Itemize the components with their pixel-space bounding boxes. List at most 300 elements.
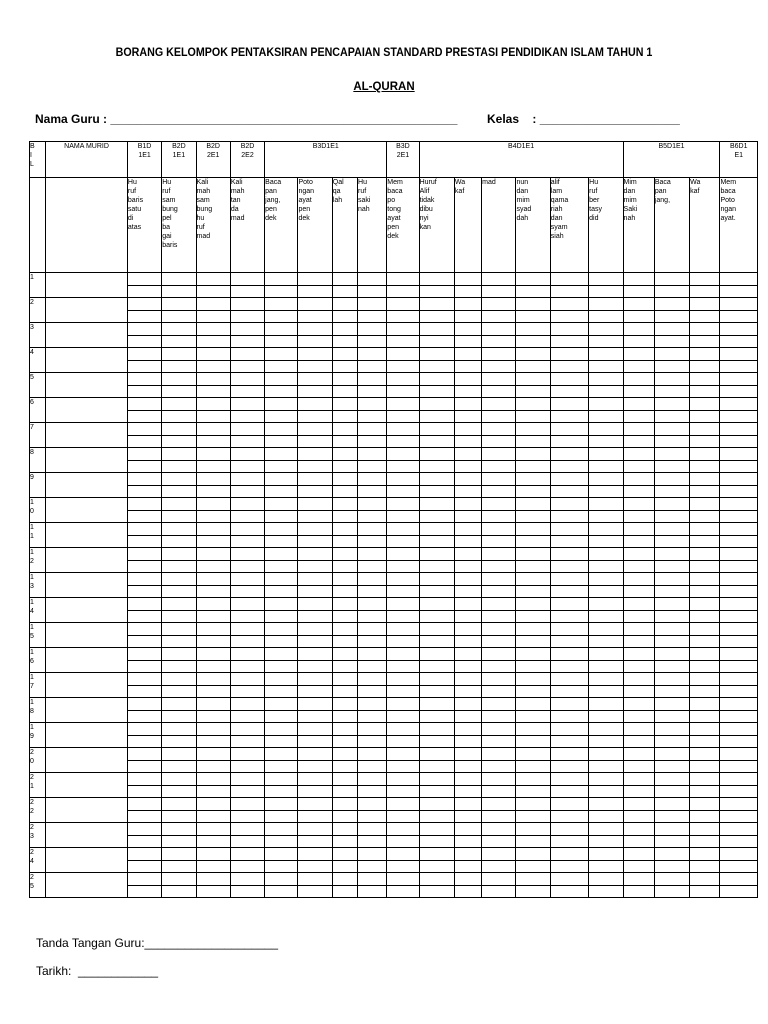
score-cell[interactable] [720, 273, 758, 286]
score-cell[interactable] [419, 823, 454, 836]
score-cell[interactable] [419, 885, 454, 898]
score-cell[interactable] [230, 410, 264, 423]
score-cell[interactable] [196, 335, 230, 348]
score-cell[interactable] [623, 398, 654, 411]
score-cell[interactable] [196, 623, 230, 636]
score-cell[interactable] [550, 510, 588, 523]
score-cell[interactable] [358, 510, 387, 523]
score-cell[interactable] [298, 498, 332, 511]
score-cell[interactable] [332, 735, 357, 748]
score-cell[interactable] [550, 848, 588, 861]
score-cell[interactable] [387, 298, 419, 311]
score-cell[interactable] [690, 635, 720, 648]
score-cell[interactable] [387, 623, 419, 636]
score-cell[interactable] [387, 760, 419, 773]
score-cell[interactable] [482, 810, 516, 823]
score-cell[interactable] [162, 460, 196, 473]
score-cell[interactable] [358, 873, 387, 886]
score-cell[interactable] [623, 510, 654, 523]
score-cell[interactable] [589, 435, 623, 448]
score-cell[interactable] [589, 823, 623, 836]
score-cell[interactable] [589, 448, 623, 461]
score-cell[interactable] [623, 498, 654, 511]
score-cell[interactable] [265, 398, 298, 411]
score-cell[interactable] [298, 760, 332, 773]
score-cell[interactable] [265, 885, 298, 898]
score-cell[interactable] [127, 473, 161, 486]
score-cell[interactable] [482, 323, 516, 336]
score-cell[interactable] [419, 723, 454, 736]
student-name-cell[interactable] [46, 348, 128, 373]
score-cell[interactable] [127, 598, 161, 611]
score-cell[interactable] [589, 285, 623, 298]
student-name-cell[interactable] [46, 598, 128, 623]
score-cell[interactable] [720, 860, 758, 873]
score-cell[interactable] [550, 760, 588, 773]
score-cell[interactable] [332, 610, 357, 623]
score-cell[interactable] [454, 685, 481, 698]
score-cell[interactable] [654, 360, 689, 373]
score-cell[interactable] [720, 310, 758, 323]
score-cell[interactable] [265, 323, 298, 336]
score-cell[interactable] [265, 585, 298, 598]
score-cell[interactable] [127, 310, 161, 323]
score-cell[interactable] [654, 648, 689, 661]
score-cell[interactable] [162, 598, 196, 611]
score-cell[interactable] [516, 698, 550, 711]
score-cell[interactable] [127, 573, 161, 586]
score-cell[interactable] [720, 323, 758, 336]
score-cell[interactable] [419, 685, 454, 698]
score-cell[interactable] [230, 335, 264, 348]
score-cell[interactable] [387, 648, 419, 661]
score-cell[interactable] [454, 798, 481, 811]
score-cell[interactable] [230, 585, 264, 598]
score-cell[interactable] [482, 298, 516, 311]
score-cell[interactable] [332, 835, 357, 848]
score-cell[interactable] [589, 610, 623, 623]
score-cell[interactable] [298, 860, 332, 873]
score-cell[interactable] [482, 635, 516, 648]
score-cell[interactable] [298, 373, 332, 386]
score-cell[interactable] [419, 810, 454, 823]
score-cell[interactable] [516, 473, 550, 486]
score-cell[interactable] [265, 460, 298, 473]
score-cell[interactable] [265, 873, 298, 886]
score-cell[interactable] [358, 648, 387, 661]
score-cell[interactable] [482, 573, 516, 586]
score-cell[interactable] [550, 810, 588, 823]
score-cell[interactable] [589, 298, 623, 311]
score-cell[interactable] [265, 835, 298, 848]
score-cell[interactable] [516, 373, 550, 386]
score-cell[interactable] [196, 760, 230, 773]
score-cell[interactable] [516, 748, 550, 761]
score-cell[interactable] [550, 573, 588, 586]
score-cell[interactable] [298, 648, 332, 661]
score-cell[interactable] [516, 423, 550, 436]
score-cell[interactable] [516, 660, 550, 673]
score-cell[interactable] [127, 585, 161, 598]
score-cell[interactable] [387, 460, 419, 473]
score-cell[interactable] [419, 548, 454, 561]
score-cell[interactable] [623, 835, 654, 848]
score-cell[interactable] [298, 385, 332, 398]
score-cell[interactable] [419, 673, 454, 686]
score-cell[interactable] [454, 585, 481, 598]
score-cell[interactable] [162, 773, 196, 786]
score-cell[interactable] [623, 298, 654, 311]
score-cell[interactable] [387, 610, 419, 623]
score-cell[interactable] [720, 598, 758, 611]
score-cell[interactable] [230, 685, 264, 698]
score-cell[interactable] [298, 510, 332, 523]
score-cell[interactable] [623, 548, 654, 561]
score-cell[interactable] [623, 560, 654, 573]
score-cell[interactable] [623, 485, 654, 498]
score-cell[interactable] [162, 485, 196, 498]
score-cell[interactable] [482, 598, 516, 611]
score-cell[interactable] [265, 623, 298, 636]
score-cell[interactable] [654, 373, 689, 386]
score-cell[interactable] [230, 460, 264, 473]
score-cell[interactable] [162, 360, 196, 373]
score-cell[interactable] [419, 585, 454, 598]
score-cell[interactable] [550, 673, 588, 686]
score-cell[interactable] [690, 385, 720, 398]
score-cell[interactable] [387, 273, 419, 286]
score-cell[interactable] [127, 885, 161, 898]
score-cell[interactable] [358, 610, 387, 623]
score-cell[interactable] [550, 798, 588, 811]
score-cell[interactable] [454, 748, 481, 761]
score-cell[interactable] [265, 685, 298, 698]
score-cell[interactable] [162, 810, 196, 823]
score-cell[interactable] [265, 473, 298, 486]
score-cell[interactable] [265, 348, 298, 361]
score-cell[interactable] [298, 548, 332, 561]
score-cell[interactable] [162, 510, 196, 523]
score-cell[interactable] [419, 398, 454, 411]
score-cell[interactable] [162, 710, 196, 723]
score-cell[interactable] [419, 635, 454, 648]
score-cell[interactable] [550, 273, 588, 286]
score-cell[interactable] [482, 360, 516, 373]
score-cell[interactable] [127, 335, 161, 348]
score-cell[interactable] [690, 410, 720, 423]
score-cell[interactable] [162, 310, 196, 323]
student-name-cell[interactable] [46, 723, 128, 748]
score-cell[interactable] [654, 660, 689, 673]
score-cell[interactable] [454, 298, 481, 311]
score-cell[interactable] [419, 473, 454, 486]
score-cell[interactable] [690, 835, 720, 848]
score-cell[interactable] [196, 885, 230, 898]
score-cell[interactable] [589, 885, 623, 898]
score-cell[interactable] [419, 573, 454, 586]
score-cell[interactable] [690, 885, 720, 898]
score-cell[interactable] [127, 673, 161, 686]
score-cell[interactable] [516, 310, 550, 323]
score-cell[interactable] [482, 698, 516, 711]
score-cell[interactable] [454, 823, 481, 836]
score-cell[interactable] [482, 535, 516, 548]
score-cell[interactable] [690, 298, 720, 311]
score-cell[interactable] [589, 873, 623, 886]
score-cell[interactable] [127, 348, 161, 361]
score-cell[interactable] [550, 785, 588, 798]
score-cell[interactable] [589, 598, 623, 611]
student-name-cell[interactable] [46, 398, 128, 423]
score-cell[interactable] [550, 735, 588, 748]
score-cell[interactable] [516, 273, 550, 286]
score-cell[interactable] [230, 385, 264, 398]
score-cell[interactable] [298, 885, 332, 898]
score-cell[interactable] [720, 698, 758, 711]
score-cell[interactable] [550, 873, 588, 886]
score-cell[interactable] [720, 748, 758, 761]
score-cell[interactable] [387, 323, 419, 336]
score-cell[interactable] [589, 585, 623, 598]
score-cell[interactable] [690, 460, 720, 473]
score-cell[interactable] [358, 473, 387, 486]
student-name-cell[interactable] [46, 648, 128, 673]
score-cell[interactable] [654, 485, 689, 498]
score-cell[interactable] [654, 410, 689, 423]
score-cell[interactable] [654, 498, 689, 511]
score-cell[interactable] [720, 348, 758, 361]
score-cell[interactable] [358, 823, 387, 836]
score-cell[interactable] [162, 523, 196, 536]
score-cell[interactable] [298, 698, 332, 711]
score-cell[interactable] [358, 623, 387, 636]
student-name-cell[interactable] [46, 698, 128, 723]
score-cell[interactable] [127, 760, 161, 773]
score-cell[interactable] [419, 873, 454, 886]
score-cell[interactable] [654, 548, 689, 561]
score-cell[interactable] [589, 485, 623, 498]
score-cell[interactable] [482, 660, 516, 673]
score-cell[interactable] [265, 748, 298, 761]
score-cell[interactable] [419, 698, 454, 711]
student-name-cell[interactable] [46, 323, 128, 348]
score-cell[interactable] [589, 635, 623, 648]
score-cell[interactable] [387, 710, 419, 723]
score-cell[interactable] [332, 498, 357, 511]
score-cell[interactable] [419, 298, 454, 311]
score-cell[interactable] [127, 823, 161, 836]
score-cell[interactable] [127, 848, 161, 861]
score-cell[interactable] [654, 423, 689, 436]
score-cell[interactable] [332, 760, 357, 773]
score-cell[interactable] [265, 723, 298, 736]
score-cell[interactable] [387, 785, 419, 798]
score-cell[interactable] [230, 535, 264, 548]
score-cell[interactable] [550, 423, 588, 436]
score-cell[interactable] [358, 523, 387, 536]
score-cell[interactable] [230, 723, 264, 736]
score-cell[interactable] [454, 723, 481, 736]
score-cell[interactable] [454, 835, 481, 848]
score-cell[interactable] [690, 785, 720, 798]
score-cell[interactable] [419, 623, 454, 636]
score-cell[interactable] [516, 348, 550, 361]
score-cell[interactable] [127, 448, 161, 461]
score-cell[interactable] [387, 348, 419, 361]
score-cell[interactable] [298, 623, 332, 636]
score-cell[interactable] [387, 385, 419, 398]
student-name-cell[interactable] [46, 448, 128, 473]
score-cell[interactable] [127, 485, 161, 498]
score-cell[interactable] [162, 860, 196, 873]
score-cell[interactable] [623, 748, 654, 761]
score-cell[interactable] [454, 410, 481, 423]
score-cell[interactable] [454, 873, 481, 886]
score-cell[interactable] [358, 735, 387, 748]
score-cell[interactable] [720, 760, 758, 773]
score-cell[interactable] [482, 623, 516, 636]
score-cell[interactable] [482, 648, 516, 661]
score-cell[interactable] [358, 573, 387, 586]
score-cell[interactable] [690, 448, 720, 461]
score-cell[interactable] [298, 873, 332, 886]
score-cell[interactable] [358, 848, 387, 861]
score-cell[interactable] [298, 685, 332, 698]
score-cell[interactable] [720, 548, 758, 561]
student-name-cell[interactable] [46, 873, 128, 898]
score-cell[interactable] [230, 873, 264, 886]
score-cell[interactable] [298, 423, 332, 436]
score-cell[interactable] [516, 498, 550, 511]
score-cell[interactable] [516, 448, 550, 461]
score-cell[interactable] [358, 710, 387, 723]
score-cell[interactable] [196, 423, 230, 436]
student-name-cell[interactable] [46, 473, 128, 498]
score-cell[interactable] [298, 710, 332, 723]
score-cell[interactable] [654, 610, 689, 623]
score-cell[interactable] [196, 548, 230, 561]
score-cell[interactable] [332, 298, 357, 311]
score-cell[interactable] [387, 848, 419, 861]
score-cell[interactable] [196, 310, 230, 323]
score-cell[interactable] [196, 598, 230, 611]
score-cell[interactable] [690, 598, 720, 611]
score-cell[interactable] [720, 373, 758, 386]
score-cell[interactable] [298, 285, 332, 298]
score-cell[interactable] [654, 885, 689, 898]
score-cell[interactable] [720, 810, 758, 823]
score-cell[interactable] [516, 723, 550, 736]
score-cell[interactable] [623, 798, 654, 811]
score-cell[interactable] [720, 635, 758, 648]
score-cell[interactable] [454, 423, 481, 436]
score-cell[interactable] [654, 748, 689, 761]
score-cell[interactable] [690, 398, 720, 411]
score-cell[interactable] [162, 298, 196, 311]
score-cell[interactable] [298, 773, 332, 786]
score-cell[interactable] [387, 798, 419, 811]
score-cell[interactable] [720, 573, 758, 586]
score-cell[interactable] [690, 573, 720, 586]
score-cell[interactable] [482, 510, 516, 523]
score-cell[interactable] [550, 835, 588, 848]
score-cell[interactable] [454, 473, 481, 486]
score-cell[interactable] [623, 473, 654, 486]
score-cell[interactable] [358, 348, 387, 361]
score-cell[interactable] [127, 560, 161, 573]
score-cell[interactable] [550, 860, 588, 873]
student-name-cell[interactable] [46, 423, 128, 448]
score-cell[interactable] [127, 523, 161, 536]
score-cell[interactable] [482, 423, 516, 436]
score-cell[interactable] [358, 798, 387, 811]
score-cell[interactable] [265, 785, 298, 798]
score-cell[interactable] [654, 598, 689, 611]
score-cell[interactable] [516, 285, 550, 298]
student-name-cell[interactable] [46, 498, 128, 523]
score-cell[interactable] [162, 323, 196, 336]
score-cell[interactable] [387, 560, 419, 573]
score-cell[interactable] [454, 735, 481, 748]
score-cell[interactable] [358, 535, 387, 548]
score-cell[interactable] [387, 510, 419, 523]
score-cell[interactable] [454, 385, 481, 398]
score-cell[interactable] [162, 410, 196, 423]
score-cell[interactable] [196, 723, 230, 736]
score-cell[interactable] [589, 835, 623, 848]
score-cell[interactable] [298, 798, 332, 811]
score-cell[interactable] [298, 348, 332, 361]
score-cell[interactable] [623, 873, 654, 886]
score-cell[interactable] [332, 773, 357, 786]
score-cell[interactable] [654, 698, 689, 711]
score-cell[interactable] [298, 298, 332, 311]
score-cell[interactable] [230, 298, 264, 311]
score-cell[interactable] [623, 285, 654, 298]
score-cell[interactable] [230, 735, 264, 748]
score-cell[interactable] [654, 835, 689, 848]
score-cell[interactable] [196, 473, 230, 486]
score-cell[interactable] [482, 285, 516, 298]
score-cell[interactable] [589, 460, 623, 473]
score-cell[interactable] [298, 635, 332, 648]
score-cell[interactable] [690, 585, 720, 598]
score-cell[interactable] [162, 660, 196, 673]
score-cell[interactable] [332, 723, 357, 736]
score-cell[interactable] [482, 448, 516, 461]
score-cell[interactable] [623, 423, 654, 436]
score-cell[interactable] [127, 648, 161, 661]
score-cell[interactable] [419, 735, 454, 748]
score-cell[interactable] [127, 373, 161, 386]
score-cell[interactable] [358, 860, 387, 873]
score-cell[interactable] [419, 510, 454, 523]
score-cell[interactable] [419, 560, 454, 573]
score-cell[interactable] [196, 823, 230, 836]
score-cell[interactable] [298, 410, 332, 423]
score-cell[interactable] [230, 848, 264, 861]
score-cell[interactable] [589, 498, 623, 511]
score-cell[interactable] [690, 848, 720, 861]
score-cell[interactable] [230, 660, 264, 673]
score-cell[interactable] [358, 373, 387, 386]
score-cell[interactable] [516, 785, 550, 798]
score-cell[interactable] [230, 710, 264, 723]
score-cell[interactable] [298, 660, 332, 673]
score-cell[interactable] [196, 460, 230, 473]
score-cell[interactable] [387, 698, 419, 711]
score-cell[interactable] [654, 523, 689, 536]
